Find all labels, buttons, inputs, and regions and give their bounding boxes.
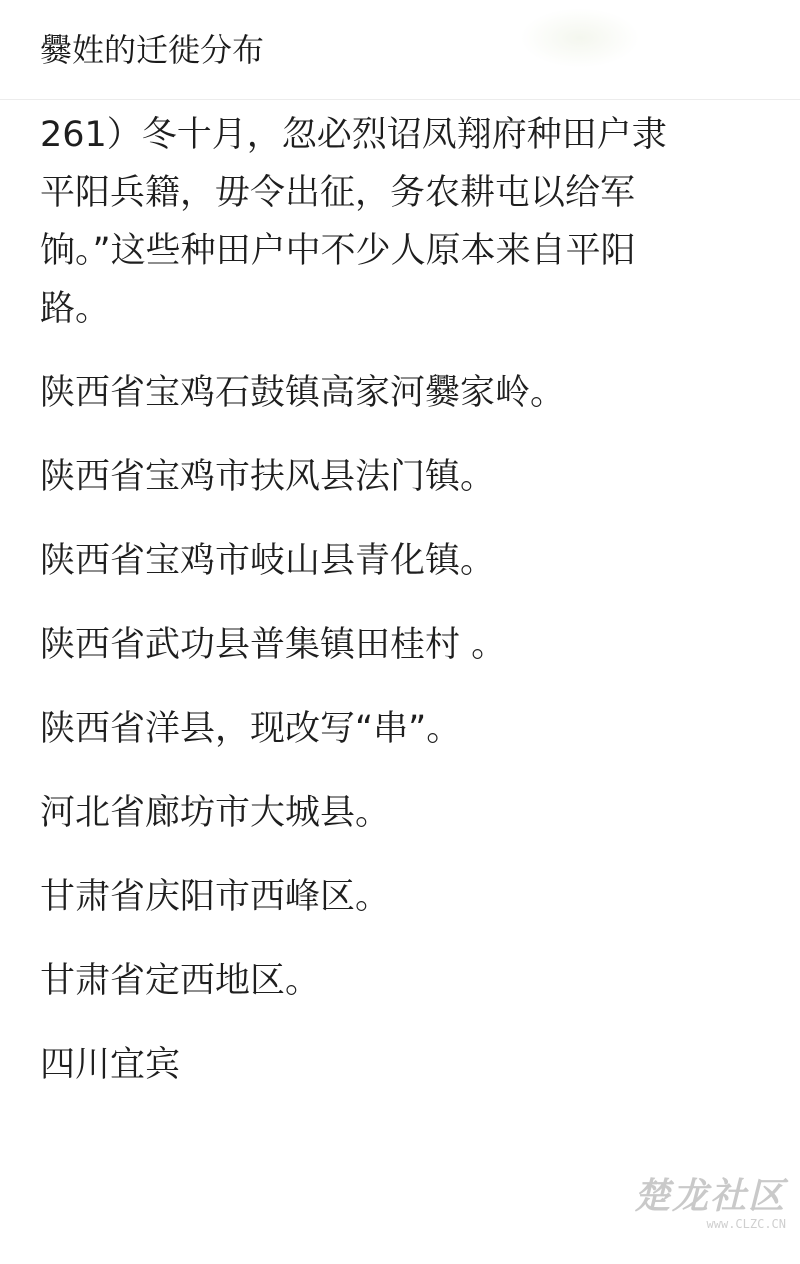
page-title: 爨姓的迁徙分布 bbox=[40, 31, 265, 69]
intro-line: 261）冬十月，忽必烈诏凤翔府种田户隶 bbox=[40, 115, 667, 155]
location-item: 陕西省宝鸡市扶风县法门镇。 bbox=[40, 457, 496, 497]
location-item: 陕西省宝鸡市岐山县青化镇。 bbox=[40, 541, 496, 581]
watermark-logo-text: 楚龙社区 bbox=[633, 1175, 786, 1217]
header-background-artwork bbox=[520, 8, 640, 68]
intro-line: 路。 bbox=[40, 289, 111, 329]
location-item: 陕西省洋县，现改写“串”。 bbox=[40, 709, 462, 749]
location-item: 四川宜宾 bbox=[40, 1045, 181, 1085]
location-item: 河北省廊坊市大城县。 bbox=[40, 793, 391, 833]
location-item: 甘肃省庆阳市西峰区。 bbox=[40, 877, 391, 917]
intro-line: 平阳兵籍，毋令出征，务农耕屯以给军 bbox=[40, 173, 636, 213]
location-item: 甘肃省定西地区。 bbox=[40, 961, 321, 1001]
location-item: 陕西省宝鸡石鼓镇高家河爨家岭。 bbox=[40, 373, 566, 413]
watermark-url: www.CLZC.CN bbox=[706, 1217, 786, 1231]
intro-line: 饷。”这些种田户中不少人原本来自平阳 bbox=[40, 231, 636, 271]
site-watermark bbox=[596, 1176, 786, 1238]
intro-paragraph bbox=[40, 106, 760, 338]
location-item: 陕西省武功县普集镇田桂村 。 bbox=[40, 625, 507, 665]
app-header bbox=[0, 0, 800, 100]
article-body bbox=[40, 106, 760, 1094]
